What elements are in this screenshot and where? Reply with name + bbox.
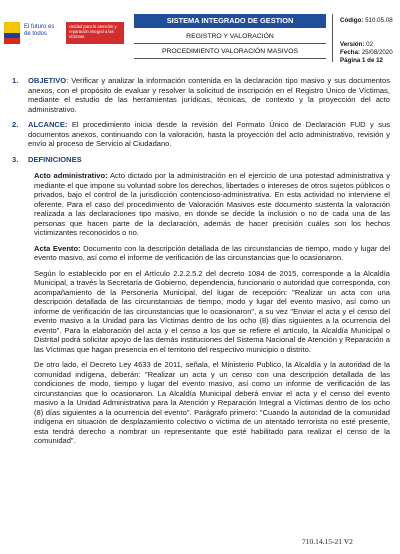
header-title: SISTEMA INTEGRADO DE GESTION [134, 14, 326, 28]
colombia-flag-icon [4, 22, 20, 44]
paragraph-decreto-4633: De otro lado, el Decreto Ley 4633 de 2011, señala, el Ministerio Publico, la Alcaldía y la autoridad de la comunidad indígena, deberán: "Realizar un acta y un censo con una descripción detallada de las condiciones de modo, tiempo y lugar del evento masivo, así como un informe de verificación de las circunstancias que lo ocasionaron. La Alcaldía Municipal deberá enviar el acta y el censo del evento masivo a la Unidad Administrativa para la Atención y Reparación Integral a Víctimas dentro de los ocho (8) días siguientes a la ocurrencia del evento". Parágrafo primero: "Cuando la autoridad de la comunidad indígena en situación de desplazamiento colectivo o víctima de un atentado terrorista no esté presente, esta tendrá derecho a nombrar un representante que esté habilitado para realizar el censo de la comunidad". [34, 360, 390, 445]
footer-code: 710.14.15-21 V2 [302, 537, 353, 546]
meta-version: Versión: 02 [340, 41, 374, 48]
definition-acta-evento: Acta Evento: Documento con la descripción detallada de las circunstancias de tiempo, modo y lugar del evento masivo, así como el informe de verificación de las circunstancias que lo ocasionaron. [34, 243, 390, 262]
paragraph-decreto-1084: Según lo establecido por en el Artículo 2.2.2.5.2 del decreto 1084 de 2015, corresponde a la Alcaldía Municipal, a través la Secretaría de Gobierno, dependencia, funcionario o autoridad que corresponda, con acompañamiento de la Personería Municipal, del lugar de recepción: "Realizar un acta con una descripción detallada de las circunstancias de tiempo, modo y lugar del evento masivo, así como un informe de verificación de las circunstancias que lo ocasionaron", a su vez "Enviar el acta y el censo del evento masivo a la Unidad para las Víctimas dentro de los ocho (8) días siguientes a la ocurrencia del evento". Para la elaboración del acta y el censo a los que se refiere el artículo, la Alcaldía Municipal o Distrital podrá solicitar apoyo de las demás instituciones del Sistema Nacional de Atención y Reparación a las Víctimas que hagan presencia en el territorio del respectivo municipio o distrito. [34, 268, 390, 354]
definition-acto-administrativo: Acto administrativo: Acto dictado por la administración en el ejercicio de una potestad administrativa y mediante el que impone su voluntad sobre los derechos, libertades o intereses de otros sujetos públicos o privados, bajo el control de la jurisdicción contencioso-administrativa. En esta actividad no interviene el oferente. Para el caso del procedimiento de Valoración Masivos este documento sustenta la valoración realizada a las declaraciones tipo masivo, en donde se decide la inclusión o no de cada una de las personas que hacen parte de la declaración, además de hacer precisión cuáles son los hechos victimizantes reconocidos o no. [34, 171, 391, 237]
section-scope: 2. ALCANCE: El procedimiento inicia desde la revisión del Formato Único de Declaración FUD y sus documentos anexos, continuando con la valoración, hasta la proyección del acto administrativo, revisión y envío al proceso de Servicio al Ciudadano. [12, 120, 390, 148]
logo-slogan: El futuro es de todos [24, 24, 55, 37]
meta-page: Página 1 de 12 [340, 57, 383, 64]
header-process: REGISTRO Y VALORACIÓN [134, 31, 326, 44]
meta-code: Código: 510.05.08 [340, 17, 393, 24]
meta-date: Fecha: 25/08/2020 [340, 49, 393, 56]
document-header [0, 0, 400, 67]
section-definitions: 3. DEFINICIONES [12, 154, 82, 164]
logo-unit-name: Unidad para la atención y reparación integral a las víctimas [66, 22, 124, 44]
section-objective: 1. OBJETIVO: Verificar y analizar la información contenida en la declaración tipo masivo y sus documentos anexos, con el propósito de evaluar y resolver la solicitud de inscripción en el Registro Único de Víctimas, mediante el estudio de las herramientas jurídicas, técnicas, de contexto y la proyección del acto administrativo. [12, 76, 390, 114]
institution-logo [4, 14, 132, 54]
document-body [12, 76, 390, 452]
header-divider [332, 14, 333, 62]
header-procedure: PROCEDIMIENTO VALORACIÓN MASIVOS [134, 46, 326, 59]
